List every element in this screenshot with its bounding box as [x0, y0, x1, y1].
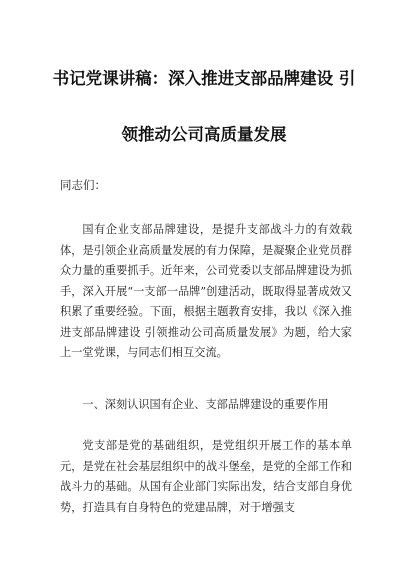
- salutation: 同志们：: [60, 178, 106, 192]
- document-title-line-2: 领推动公司高质量发展: [121, 125, 287, 144]
- document-title-line-1: 书记党课讲稿：深入推进支部品牌建设 引: [52, 69, 356, 88]
- body-paragraph-1: 国有企业支部品牌建设，是提升支部战斗力的有效载体，是引领企业高质量发展的有力保障，是凝聚企业党员群众力量的重要抓手。近年来，公司党委以支部品牌建设为抓手，深入开展“一支部一品牌”创建活动，既取得显著成效又积累了重要经验。下面，根据主题教育安排，我以《深入推进支部品牌建设 引领推动公司高质量发展》为题，给大家上一堂党课，与同志们相互交流。: [60, 223, 352, 359]
- section-heading-1: 一、深刻认识国有企业、支部品牌建设的重要作用: [82, 398, 329, 411]
- body-paragraph-2: 党支部是党的基础组织，是党组织开展工作的基本单元，是党在社会基层组织中的战斗堡垒，是党的全部工作和战斗力的基础。从国有企业部门实际出发，结合支部自身优势，打造具有自身特色的党建品牌，对于增强支: [60, 439, 352, 514]
